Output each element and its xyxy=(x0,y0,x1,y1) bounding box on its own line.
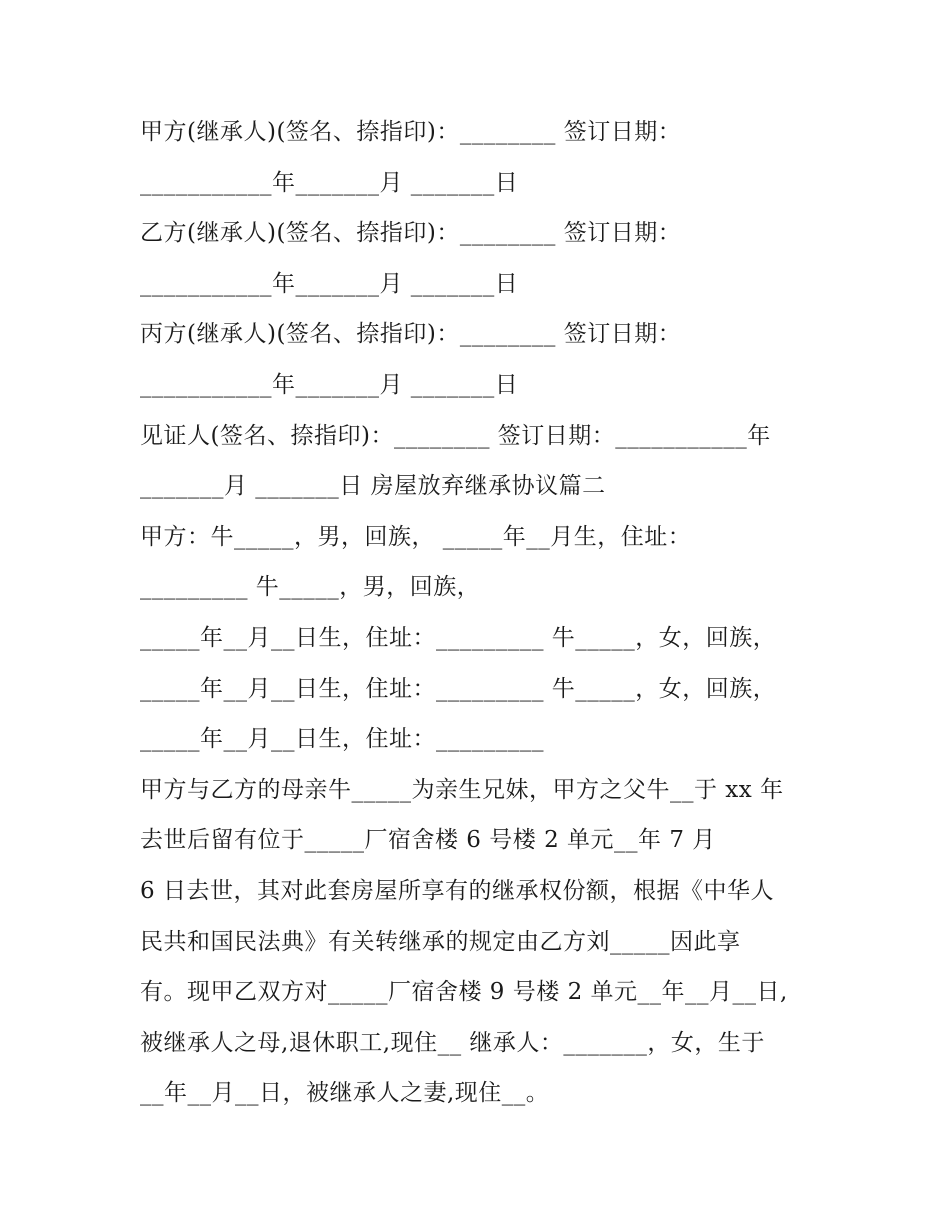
text-line: 甲方与乙方的母亲牛_____为亲生兄妹，甲方之父牛__于 xx 年 xyxy=(140,776,784,803)
text-line: 见证人(签名、捺指印)：________ 签订日期：___________年 xyxy=(140,422,771,449)
text-line: _________ 牛_____，男，回族， xyxy=(140,574,481,601)
text-line: 丙方(继承人)(签名、捺指印)：________ 签订日期： xyxy=(140,321,682,348)
text-line: 甲方：牛_____，男，回族， _____年__月生，住址： xyxy=(140,523,692,550)
text-line: 被继承人之母,退休职工,现住__ 继承人：_______，女，生于 xyxy=(140,1029,765,1056)
text-line: ___________年_______月 _______日 xyxy=(140,270,519,297)
text-line: 甲方(继承人)(签名、捺指印)：________ 签订日期： xyxy=(140,119,682,145)
text-line: _____年__月__日生，住址：_________ 牛_____，女，回族， xyxy=(140,675,777,702)
document-body xyxy=(140,107,820,1119)
text-line: _____年__月__日生，住址：_________ 牛_____，女，回族， xyxy=(140,624,777,651)
text-line: 去世后留有位于_____厂宿舍楼 6 号楼 2 单元__年 7 月 xyxy=(140,827,716,854)
text-line: _______月 _______日 房屋放弃继承协议篇二 xyxy=(140,473,606,500)
text-line: _____年__月__日生，住址：_________ xyxy=(140,726,544,753)
text-line: 乙方(继承人)(签名、捺指印)：________ 签订日期： xyxy=(140,220,682,247)
text-line: ___________年_______月 _______日 xyxy=(140,371,519,398)
text-line: 有。现甲乙双方对_____厂宿舍楼 9 号楼 2 单元__年__月__日, xyxy=(140,979,788,1006)
text-line: ___________年_______月 _______日 xyxy=(140,169,519,196)
text-line: 民共和国民法典》有关转继承的规定由乙方刘_____因此享 xyxy=(140,928,741,955)
text-line: __年__月__日，被继承人之妻,现住__。 xyxy=(140,1080,550,1107)
text-line: 6 日去世，其对此套房屋所享有的继承权份额，根据《中华人 xyxy=(140,877,774,904)
